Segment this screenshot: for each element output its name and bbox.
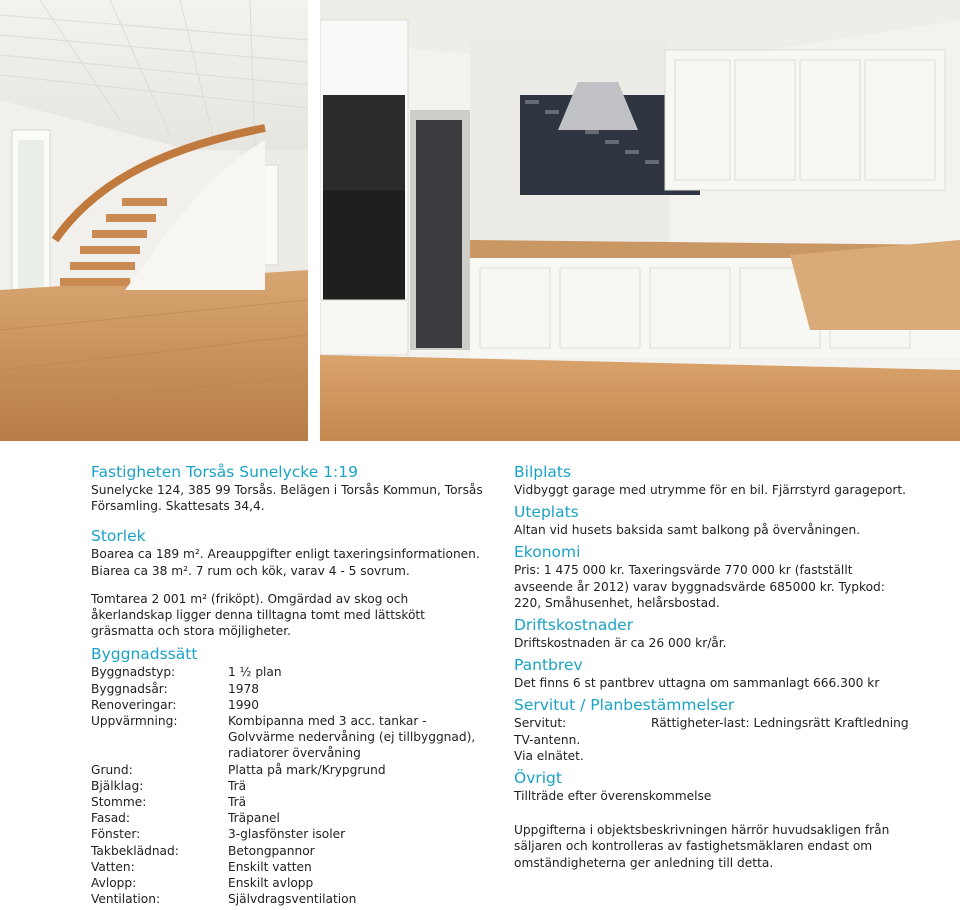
row-value: 1990	[228, 697, 260, 712]
table-row	[91, 826, 491, 842]
row-value: Trä	[228, 795, 247, 810]
tomt-text: Tomtarea 2 001 m² (friköpt). Omgärdad av skog och åkerlandskap ligger denna tilltagna tomt med lättskött gräsmatta och stora möjligheter.	[91, 591, 425, 639]
ekonomi-heading: Ekonomi	[514, 543, 581, 562]
driftskostnader-heading: Driftskostnader	[514, 616, 634, 635]
fastigheten-heading: Fastigheten Torsås Sunelycke 1:19	[91, 463, 358, 481]
storlek-heading: Storlek	[91, 527, 146, 546]
byggnadssatt-heading: Byggnadssätt	[91, 645, 198, 664]
fastigheten-text: Sunelycke 124, 385 99 Torsås. Belägen i Torsås Kommun, Torsås Församling. Skattesats 34,4.	[91, 483, 483, 514]
row-label: Byggnadsår:	[91, 681, 168, 696]
table-row	[91, 713, 491, 762]
table-row	[91, 778, 491, 794]
kitchen-photo	[320, 0, 960, 441]
storlek-line: Biarea ca 38 m². 7 rum och kök, varav 4 - 5 sovrum.	[91, 563, 410, 578]
servitut-label: Servitut:	[514, 716, 567, 731]
row-label: Byggnadstyp:	[91, 665, 176, 680]
row-value: Betongpannor	[228, 843, 315, 858]
row-label: Bjälklag:	[91, 778, 144, 793]
servitut-value: Rättigheter-last: Ledningsrätt Kraftledning	[651, 716, 909, 731]
ovrigt-text: Tillträde efter överenskommelse	[514, 789, 712, 804]
row-label: Avlopp:	[91, 876, 137, 891]
disclaimer-text: Uppgifterna i objektsbeskrivningen härrör huvudsakligen från säljaren och kontrolleras av fastighetsmäklaren endast om omständigheterna ger anledning till detta.	[514, 823, 890, 870]
table-row	[91, 697, 491, 713]
row-value: Självdragsventilation	[228, 892, 357, 907]
ekonomi-text: Pris: 1 475 000 kr. Taxeringsvärde 770 000 kr (fastställt avseende år 2012) varav byggnadsvärde 685000 kr. Typkod: 220, Småhusenhet, helårsbostad.	[514, 563, 885, 610]
servitut-line: TV-antenn.	[514, 732, 581, 747]
table-row	[91, 859, 491, 875]
property-extras-column	[514, 462, 954, 871]
table-row	[91, 664, 491, 680]
storlek-line: Boarea ca 189 m². Areauppgifter enligt taxeringsinformationen.	[91, 547, 480, 562]
property-details-column	[91, 462, 491, 907]
row-value: 1 ½ plan	[228, 665, 282, 680]
pantbrev-text: Det finns 6 st pantbrev uttagna om sammanlagt 666.300 kr	[514, 676, 880, 691]
bilplats-text: Vidbyggt garage med utrymme för en bil. Fjärrstyrd garageport.	[514, 483, 907, 497]
servitut-row	[514, 715, 954, 731]
table-row	[91, 762, 491, 778]
servitut-heading: Servitut / Planbestämmelser	[514, 696, 735, 715]
row-value: Enskilt avlopp	[228, 876, 314, 891]
ovrigt-heading: Övrigt	[514, 769, 562, 788]
table-row	[91, 891, 491, 907]
table-row	[91, 681, 491, 697]
row-label: Grund:	[91, 762, 133, 777]
uteplats-text: Altan vid husets baksida samt balkong på övervåningen.	[514, 523, 861, 538]
row-label: Ventilation:	[91, 892, 161, 907]
row-label: Uppvärmning:	[91, 714, 178, 729]
uteplats-heading: Uteplats	[514, 503, 579, 522]
row-label: Fasad:	[91, 811, 131, 826]
row-label: Renoveringar:	[91, 697, 177, 712]
table-row	[91, 843, 491, 859]
driftskostnader-text: Driftskostnaden är ca 26 000 kr/år.	[514, 636, 727, 651]
row-label: Fönster:	[91, 827, 141, 842]
table-row	[91, 810, 491, 826]
interior-stair-photo	[0, 0, 308, 441]
row-value: Enskilt vatten	[228, 859, 312, 874]
pantbrev-heading: Pantbrev	[514, 656, 583, 675]
row-value: 1978	[228, 681, 260, 696]
row-label: Vatten:	[91, 859, 135, 874]
byggnadssatt-table	[91, 664, 491, 907]
row-value: 3-glasfönster isoler	[228, 827, 346, 842]
row-value: Kombipanna med 3 acc. tankar - Golvvärme nedervåning (ej tillbyggnad), radiatorer övervåning	[228, 714, 476, 761]
row-value: Träpanel	[228, 811, 280, 826]
row-label: Takbeklädnad:	[91, 843, 179, 858]
row-label: Stomme:	[91, 795, 147, 810]
row-value: Trä	[228, 778, 247, 793]
bilplats-heading: Bilplats	[514, 463, 572, 481]
servitut-line: Via elnätet.	[514, 748, 584, 763]
table-row	[91, 794, 491, 810]
row-value: Platta på mark/Krypgrund	[228, 762, 386, 777]
table-row	[91, 875, 491, 891]
